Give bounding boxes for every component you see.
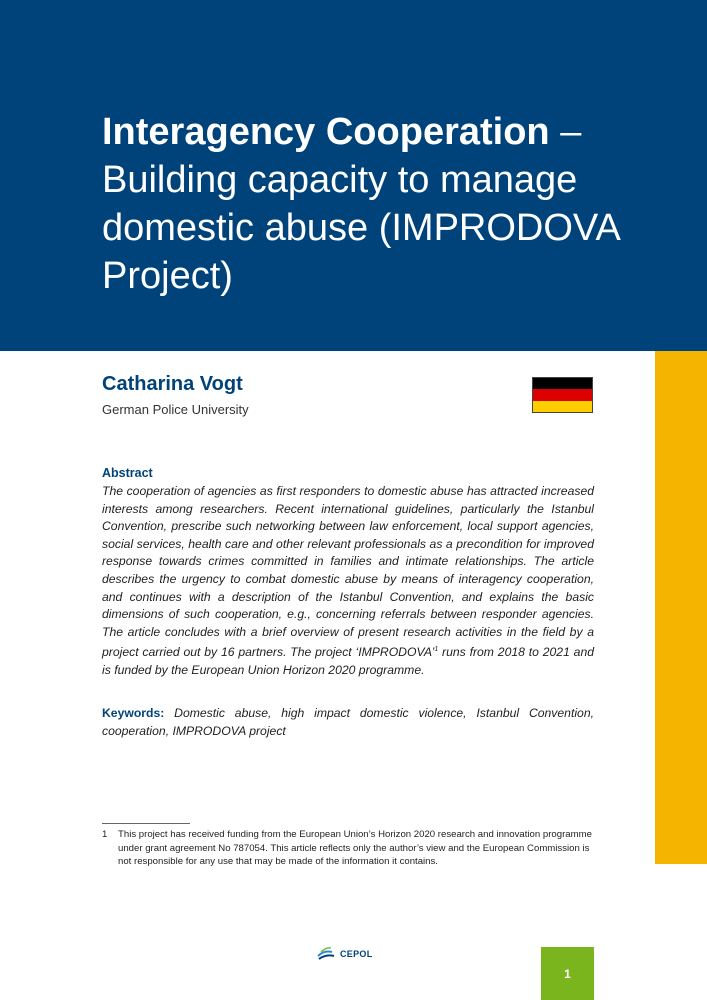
germany-flag-icon — [532, 377, 593, 413]
article-title-bold: Interagency Cooperation — [102, 111, 550, 153]
author-affiliation: German Police University — [102, 402, 249, 417]
footnote-divider — [102, 823, 190, 824]
cepol-logo — [316, 946, 373, 962]
abstract-text-end: runs from 2018 to 2021 and is funded by the European Union Horizon 2020 programme. — [102, 645, 595, 677]
article-title-rest: – Building capacity to manage domestic abuse (IMPRODOVA Project) — [102, 111, 619, 297]
side-accent-stripe — [655, 351, 707, 864]
flag-stripe-gold — [533, 401, 592, 412]
page-number: 1 — [541, 947, 594, 1000]
abstract-text-main: The cooperation of agencies as first responders to domestic abuse has attracted increased interests among researchers. Recent international guidelines, particularly the Istanbul Convention, prescribe such networking between law enforcement, local support agencies, social services, health care and other relevant professionals as a precondition for improved response towards crimes committed in families and intimate relationships. The article describes the urgency to combat domestic abuse by means of interagency cooperation, and continues with a description of the Istanbul Convention, and explains the basic dimensions of such cooperation, e.g., concerning referrals between responder agencies. The article concludes with a brief overview of present research activities in the field by a project carried out by 16 partners. The project ‘IMPRODOVA’ — [102, 484, 594, 660]
cepol-swoosh-logo-icon — [316, 946, 338, 962]
flag-stripe-red — [533, 389, 592, 400]
keywords-text: Domestic abuse, high impact domestic violence, Istanbul Convention, cooperation, IMPRODOVA project — [102, 706, 594, 738]
cepol-logo-text: CEPOL — [340, 949, 373, 959]
author-name: Catharina Vogt — [102, 373, 243, 395]
keywords — [102, 705, 594, 740]
article-title — [102, 108, 662, 300]
footnote-ref: 1 — [434, 646, 439, 654]
footnote — [102, 828, 594, 869]
abstract-heading: Abstract — [102, 466, 153, 480]
keywords-label: Keywords: — [102, 706, 165, 720]
footnote-text: This project has received funding from the European Union’s Horizon 2020 research and innovation programme under grant agreement No 787054. This article reflects only the author’s view and the European Commission is not responsible for any use that may be made of the information it contains. — [118, 829, 592, 867]
flag-stripe-black — [533, 378, 592, 389]
abstract-text — [102, 483, 594, 680]
footnote-number: 1 — [102, 829, 108, 840]
